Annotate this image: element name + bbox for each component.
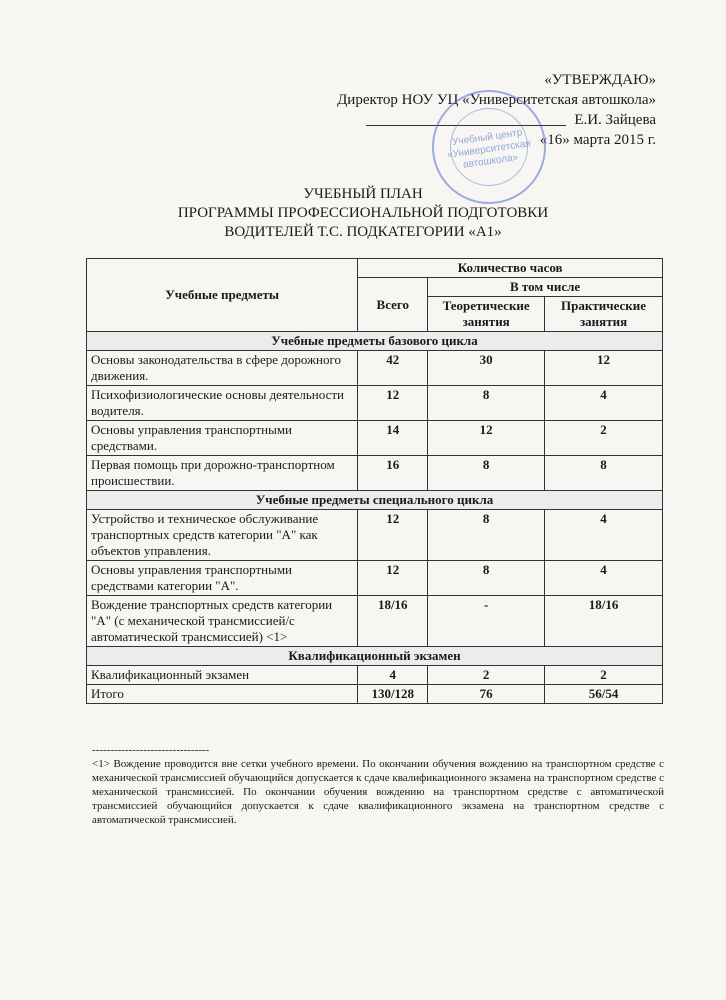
hours-total: 18/16 [358,596,428,647]
footnote [92,743,664,827]
table-row [87,510,663,561]
subject-name: Основы управления транспортными средствами. [87,421,358,456]
total-hours: 130/128 [358,685,428,704]
hours-theory: 8 [428,386,545,421]
table-row [87,386,663,421]
approval-heading: «УТВЕРЖДАЮ» [544,72,656,88]
hours-practice: 8 [545,456,663,491]
section-row [87,647,663,666]
hours-total: 12 [358,386,428,421]
table-row [87,596,663,647]
title-line-2: ПРОГРАММЫ ПРОФЕССИОНАЛЬНОЙ ПОДГОТОВКИ [177,205,549,221]
approval-position: Директор НОУ УЦ «Университетская автошкола» [337,92,656,108]
hours-practice: 2 [545,666,663,685]
subject-name: Квалификационный экзамен [87,666,358,685]
subject-name: Первая помощь при дорожно-транспортном происшествии. [87,456,358,491]
hours-practice: 12 [545,351,663,386]
hours-theory: 8 [428,561,545,596]
hours-practice: 4 [545,561,663,596]
section-title: Учебные предметы специального цикла [87,491,663,510]
footnote-separator: -------------------------------- [92,744,210,756]
table-row [87,351,663,386]
header-including: В том числе [428,278,663,297]
subject-name: Устройство и техническое обслуживание транспортных средств категории "А" как объектов управления. [87,510,358,561]
hours-practice: 4 [545,510,663,561]
section-title: Квалификационный экзамен [87,647,663,666]
curriculum-table [86,258,663,704]
header-total: Всего [358,278,428,332]
section-title: Учебные предметы базового цикла [87,332,663,351]
subject-name: Основы управления транспортными средствами категории "А". [87,561,358,596]
section-row [87,491,663,510]
hours-total: 14 [358,421,428,456]
table-row [87,421,663,456]
title-line-1: УЧЕБНЫЙ ПЛАН [303,186,423,202]
subject-name: Основы законодательства в сфере дорожного движения. [87,351,358,386]
table-row [87,561,663,596]
document-title [0,185,726,242]
hours-theory: 30 [428,351,545,386]
hours-theory: - [428,596,545,647]
header-subjects: Учебные предметы [87,259,358,332]
title-line-3: ВОДИТЕЛЕЙ Т.С. ПОДКАТЕГОРИИ «А1» [224,224,502,240]
hours-practice: 18/16 [545,596,663,647]
total-row [87,685,663,704]
hours-total: 12 [358,561,428,596]
total-practice: 56/54 [545,685,663,704]
approval-signer: Е.И. Зайцева [574,112,656,128]
subject-name: Психофизиологические основы деятельности водителя. [87,386,358,421]
table-body [87,332,663,704]
hours-total: 16 [358,456,428,491]
hours-total: 12 [358,510,428,561]
hours-theory: 8 [428,510,545,561]
header-practice: Практические занятия [545,297,663,332]
total-label: Итого [87,685,358,704]
stamp-text: Учебный центр «Университетская автошкола» [446,127,532,171]
section-row [87,332,663,351]
footnote-text: <1> Вождение проводится вне сетки учебного времени. По окончании обучения вождению на транспортном средстве с механической трансмиссией обучающийся допускается к сдаче квалификационного экзамена на транспортном средстве с механической трансмиссией. По окончании обучения вождению на транспортном средстве с автоматической трансмиссией обучающийся допускается к сдаче квалификационного экзамена на транспортном средстве с автоматической трансмиссией. [92,758,664,826]
hours-theory: 2 [428,666,545,685]
hours-practice: 2 [545,421,663,456]
hours-total: 42 [358,351,428,386]
hours-practice: 4 [545,386,663,421]
hours-total: 4 [358,666,428,685]
table-row [87,456,663,491]
approval-date: «16» марта 2015 г. [539,132,656,148]
hours-theory: 8 [428,456,545,491]
total-theory: 76 [428,685,545,704]
table-row [87,666,663,685]
header-hours: Количество часов [358,259,663,278]
subject-name: Вождение транспортных средств категории "А" (с механической трансмиссией/с автоматической трансмиссией) <1> [87,596,358,647]
header-theory: Теоретические занятия [428,297,545,332]
header-row-1 [87,259,663,278]
hours-theory: 12 [428,421,545,456]
